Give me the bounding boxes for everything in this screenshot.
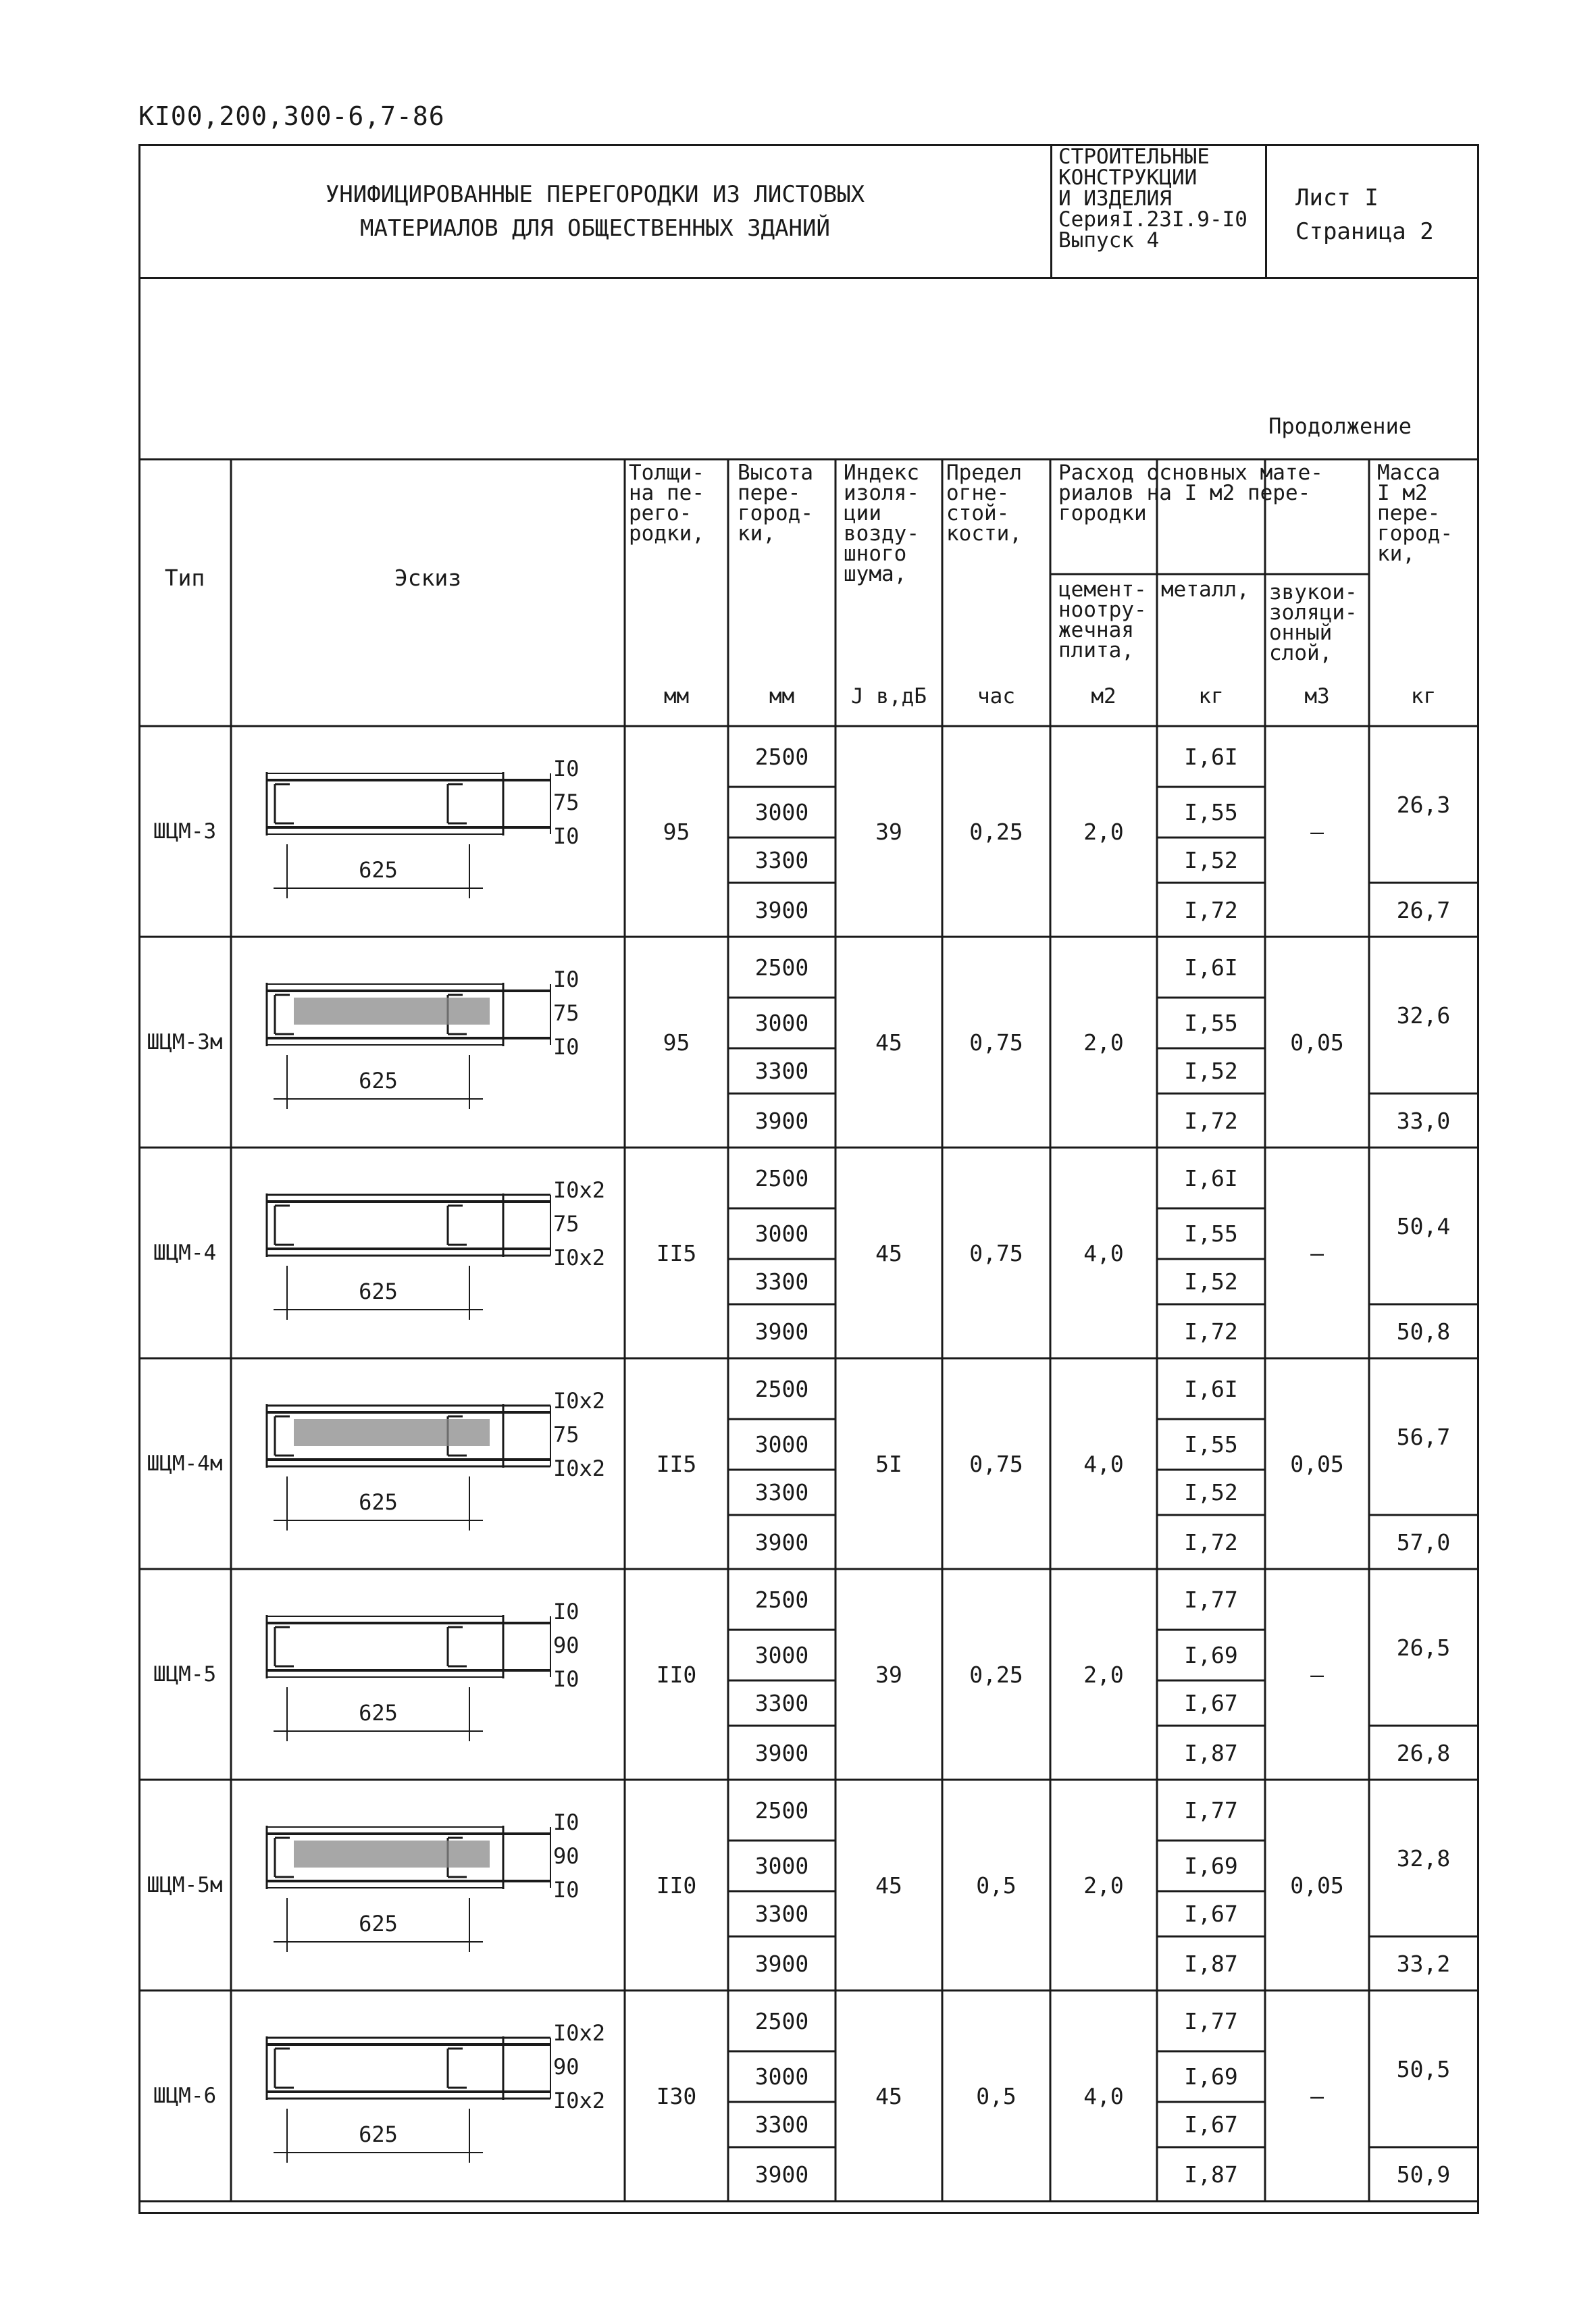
sketch-dim-mid: 90: [553, 1632, 580, 1658]
title-line: МАТЕРИАЛОВ ДЛЯ ОБЩЕСТВЕННЫХ ЗДАНИЙ: [360, 215, 830, 242]
header-line: Высота: [738, 461, 813, 485]
value-metal: I,52: [1184, 1479, 1238, 1506]
column-cement: [1058, 577, 1147, 663]
header-line: риалов на I м2 пере-: [1058, 481, 1311, 505]
value-height: 3900: [754, 1950, 809, 1977]
header-line: на пе-: [629, 481, 704, 505]
value-mass: 50,8: [1396, 1318, 1451, 1345]
value-metal: I,77: [1184, 1586, 1238, 1613]
value-height: 3300: [754, 1690, 809, 1716]
value-fire: 0,25: [969, 818, 1023, 845]
value-metal: I,6I: [1184, 954, 1238, 981]
unit-thickness: мм: [663, 684, 690, 709]
value-height: 2500: [754, 954, 809, 981]
value-metal: I,69: [1184, 1642, 1238, 1668]
header-line: I м2: [1377, 481, 1428, 505]
value-height: 3900: [754, 2161, 809, 2188]
sketch-dim-top: I0: [553, 967, 580, 992]
value-mass: 26,8: [1396, 1739, 1451, 1766]
value-cement: 2,0: [1083, 1872, 1124, 1899]
value-height: 3000: [754, 2063, 809, 2090]
value-height: 3900: [754, 896, 809, 923]
column-insulation: [1269, 582, 1358, 663]
header-line: город-: [738, 501, 813, 525]
value-metal: I,6I: [1184, 743, 1238, 770]
sketch-dim-bot: I0х2: [553, 2088, 606, 2113]
unit-metal: кг: [1198, 684, 1224, 709]
series-line: СерияI.23I.9-I0: [1058, 207, 1247, 232]
value-mass: 57,0: [1396, 1528, 1451, 1555]
value-sound: 45: [875, 1239, 902, 1266]
unit-insulation: м3: [1304, 684, 1330, 709]
value-height: 3000: [754, 1642, 809, 1668]
value-metal: I,72: [1184, 1318, 1238, 1345]
value-height: 3300: [754, 1479, 809, 1506]
value-thickness: 95: [663, 1029, 690, 1056]
header-line: Расход основных мате-: [1058, 461, 1323, 485]
value-mass: 33,0: [1396, 1107, 1451, 1134]
header-line: звукои-: [1269, 580, 1358, 605]
value-height: 3300: [754, 1901, 809, 1927]
value-metal: I,72: [1184, 896, 1238, 923]
value-height: 3900: [754, 1107, 809, 1134]
header-line: Предел: [946, 461, 1022, 485]
value-height: 3000: [754, 799, 809, 825]
partition-type: ШЦМ-3: [153, 819, 217, 844]
header-line: пере-: [1377, 501, 1441, 525]
value-metal: I,67: [1184, 1901, 1238, 1927]
header-line: огне-: [946, 481, 1010, 505]
header-line: ноотру-: [1058, 598, 1147, 622]
value-cement: 2,0: [1083, 818, 1124, 845]
sketch-dim-bot: I0х2: [553, 1245, 606, 1270]
insulation-fill: [294, 998, 490, 1025]
value-sound: 5I: [875, 1450, 902, 1477]
sketch-dim-mid: 75: [553, 1000, 580, 1026]
column-thickness: [629, 463, 704, 544]
sketch-dim-bot: I0: [553, 1034, 580, 1060]
value-metal: I,52: [1184, 1268, 1238, 1295]
value-mass: 50,4: [1396, 1212, 1451, 1239]
value-height: 3300: [754, 2111, 809, 2138]
sketch-dim-top: I0х2: [553, 2020, 606, 2046]
unit-height: мм: [769, 684, 795, 709]
sketch-dim-mid: 90: [553, 2054, 580, 2080]
header-line: золяци-: [1269, 600, 1358, 625]
value-insulation: –: [1310, 2082, 1324, 2109]
value-cement: 2,0: [1083, 1661, 1124, 1688]
value-sound: 39: [875, 1661, 902, 1688]
value-fire: 0,75: [969, 1450, 1023, 1477]
value-metal: I,72: [1184, 1528, 1238, 1555]
sketch-dim-top: I0: [553, 1599, 580, 1624]
value-metal: I,69: [1184, 1853, 1238, 1879]
header-line: кости,: [946, 521, 1022, 546]
header-line: городки: [1058, 501, 1147, 525]
value-metal: I,67: [1184, 1690, 1238, 1716]
unit-sound: J в,дБ: [851, 684, 927, 709]
value-mass: 50,9: [1396, 2161, 1451, 2188]
value-thickness: 95: [663, 818, 690, 845]
value-sound: 45: [875, 1872, 902, 1899]
value-sound: 45: [875, 1029, 902, 1056]
series-line: Выпуск 4: [1058, 228, 1160, 253]
value-mass: 50,5: [1396, 2055, 1451, 2082]
value-mass: 26,7: [1396, 896, 1451, 923]
sheet-number: Лист I: [1295, 184, 1379, 211]
value-height: 2500: [754, 743, 809, 770]
value-sound: 45: [875, 2082, 902, 2109]
value-metal: I,55: [1184, 1010, 1238, 1036]
sketch-width-label: 625: [359, 1278, 398, 1304]
value-thickness: II0: [656, 1661, 697, 1688]
column-materials: [1058, 463, 1323, 523]
sketch-dim-mid: 75: [553, 1422, 580, 1447]
value-height: 2500: [754, 1375, 809, 1402]
value-mass: 33,2: [1396, 1950, 1451, 1977]
value-thickness: II0: [656, 1872, 697, 1899]
header-line: онный: [1269, 621, 1333, 645]
sketch-dim-bot: I0: [553, 1666, 580, 1692]
unit-cement: м2: [1091, 684, 1116, 709]
partition-type: ШЦМ-5м: [147, 1873, 223, 1897]
value-thickness: II5: [656, 1450, 697, 1477]
value-insulation: –: [1310, 1661, 1324, 1688]
value-height: 3000: [754, 1431, 809, 1458]
value-fire: 0,75: [969, 1029, 1023, 1056]
sketch-width-label: 625: [359, 2121, 398, 2147]
value-sound: 39: [875, 818, 902, 845]
sketch-width-label: 625: [359, 1910, 398, 1936]
header-line: шного: [844, 542, 907, 566]
sketch-width-label: 625: [359, 1489, 398, 1515]
value-cement: 4,0: [1083, 2082, 1124, 2109]
header-line: родки,: [629, 521, 704, 546]
header-line: рего-: [629, 501, 692, 525]
header-line: пере-: [738, 481, 801, 505]
column-type: Тип: [164, 564, 205, 591]
unit-fire: час: [977, 684, 1015, 709]
value-cement: 2,0: [1083, 1029, 1124, 1056]
sketch-width-label: 625: [359, 1067, 398, 1094]
column-height: [738, 463, 813, 544]
header-line: шума,: [844, 562, 907, 586]
header-line: возду-: [844, 521, 919, 546]
continued-label: Продолжение: [1268, 413, 1412, 439]
sketch-dim-top: I0: [553, 1809, 580, 1835]
sketch-width-label: 625: [359, 1699, 398, 1726]
header-line: город-: [1377, 521, 1453, 546]
header-line: жечная: [1058, 618, 1134, 642]
partition-type: ШЦМ-5: [153, 1662, 217, 1687]
value-metal: I,55: [1184, 799, 1238, 825]
series-line: И ИЗДЕЛИЯ: [1058, 186, 1172, 211]
insulation-fill: [294, 1841, 490, 1868]
partition-type: ШЦМ-3м: [147, 1030, 223, 1054]
sketch-dim-top: I0х2: [553, 1388, 606, 1414]
value-metal: I,52: [1184, 1058, 1238, 1084]
header-line: слой,: [1269, 641, 1333, 665]
value-metal: I,52: [1184, 847, 1238, 873]
unit-mass: кг: [1410, 684, 1437, 709]
value-metal: I,72: [1184, 1107, 1238, 1134]
column-fire: [946, 463, 1022, 544]
sketch-dim-top: I0: [553, 756, 580, 781]
value-height: 3000: [754, 1853, 809, 1879]
value-insulation: –: [1310, 818, 1324, 845]
value-mass: 32,8: [1396, 1845, 1451, 1872]
sketch-width-label: 625: [359, 856, 398, 883]
value-mass: 32,6: [1396, 1002, 1451, 1029]
header-line: ции: [844, 501, 881, 525]
value-height: 3000: [754, 1010, 809, 1036]
column-metal: металл,: [1161, 577, 1250, 602]
header-line: изоля-: [844, 481, 919, 505]
value-insulation: 0,05: [1290, 1029, 1344, 1056]
value-metal: I,6I: [1184, 1375, 1238, 1402]
value-fire: 0,5: [976, 1872, 1016, 1899]
sketch-dim-top: I0х2: [553, 1177, 606, 1203]
column-mass: [1377, 463, 1453, 564]
value-cement: 4,0: [1083, 1450, 1124, 1477]
value-mass: 26,5: [1396, 1634, 1451, 1661]
sketch-dim-bot: I0х2: [553, 1456, 606, 1481]
column-sound: [844, 463, 919, 584]
value-insulation: 0,05: [1290, 1872, 1344, 1899]
partition-type: ШЦМ-6: [153, 2084, 217, 2108]
value-mass: 26,3: [1396, 791, 1451, 818]
value-metal: I,67: [1184, 2111, 1238, 2138]
value-insulation: 0,05: [1290, 1450, 1344, 1477]
value-insulation: –: [1310, 1239, 1324, 1266]
header-line: плита,: [1058, 638, 1134, 663]
sketch-dim-mid: 75: [553, 790, 580, 815]
value-metal: I,87: [1184, 1739, 1238, 1766]
series-line: КОНСТРУКЦИИ: [1058, 165, 1198, 190]
value-height: 2500: [754, 1797, 809, 1824]
header-line: ки,: [1377, 542, 1415, 566]
value-thickness: II5: [656, 1239, 697, 1266]
value-height: 3300: [754, 847, 809, 873]
header-line: Масса: [1377, 461, 1441, 485]
value-height: 3300: [754, 1268, 809, 1295]
title-line: УНИФИЦИРОВАННЫЕ ПЕРЕГОРОДКИ ИЗ ЛИСТОВЫХ: [325, 181, 865, 208]
sketch-dim-bot: I0: [553, 823, 580, 849]
value-height: 2500: [754, 1164, 809, 1191]
value-metal: I,6I: [1184, 1164, 1238, 1191]
header-line: цемент-: [1058, 577, 1147, 602]
value-metal: I,87: [1184, 1950, 1238, 1977]
partition-type: ШЦМ-4м: [147, 1451, 223, 1476]
value-metal: I,87: [1184, 2161, 1238, 2188]
insulation-fill: [294, 1419, 490, 1446]
value-mass: 56,7: [1396, 1423, 1451, 1450]
header-line: стой-: [946, 501, 1010, 525]
value-fire: 0,5: [976, 2082, 1016, 2109]
value-metal: I,69: [1184, 2063, 1238, 2090]
page-number: Страница 2: [1295, 218, 1434, 245]
value-thickness: I30: [656, 2082, 697, 2109]
sketch-dim-mid: 90: [553, 1843, 580, 1869]
value-cement: 4,0: [1083, 1239, 1124, 1266]
partition-type: ШЦМ-4: [153, 1241, 217, 1265]
value-height: 3900: [754, 1318, 809, 1345]
series-line: СТРОИТЕЛЬНЫЕ: [1058, 145, 1210, 169]
sketch-dim-mid: 75: [553, 1211, 580, 1237]
value-height: 2500: [754, 1586, 809, 1613]
value-height: 3300: [754, 1058, 809, 1084]
value-height: 2500: [754, 2007, 809, 2034]
document-code: КI00,200,300-6,7-86: [138, 101, 445, 131]
value-fire: 0,75: [969, 1239, 1023, 1266]
column-sketch: Эскиз: [394, 564, 462, 591]
value-fire: 0,25: [969, 1661, 1023, 1688]
value-height: 3000: [754, 1220, 809, 1247]
value-height: 3900: [754, 1739, 809, 1766]
sketch-dim-bot: I0: [553, 1877, 580, 1903]
value-height: 3900: [754, 1528, 809, 1555]
value-metal: I,77: [1184, 2007, 1238, 2034]
value-metal: I,77: [1184, 1797, 1238, 1824]
header-line: ки,: [738, 521, 775, 546]
header-line: Индекс: [844, 461, 919, 485]
value-metal: I,55: [1184, 1220, 1238, 1247]
header-line: Толщи-: [629, 461, 704, 485]
value-metal: I,55: [1184, 1431, 1238, 1458]
